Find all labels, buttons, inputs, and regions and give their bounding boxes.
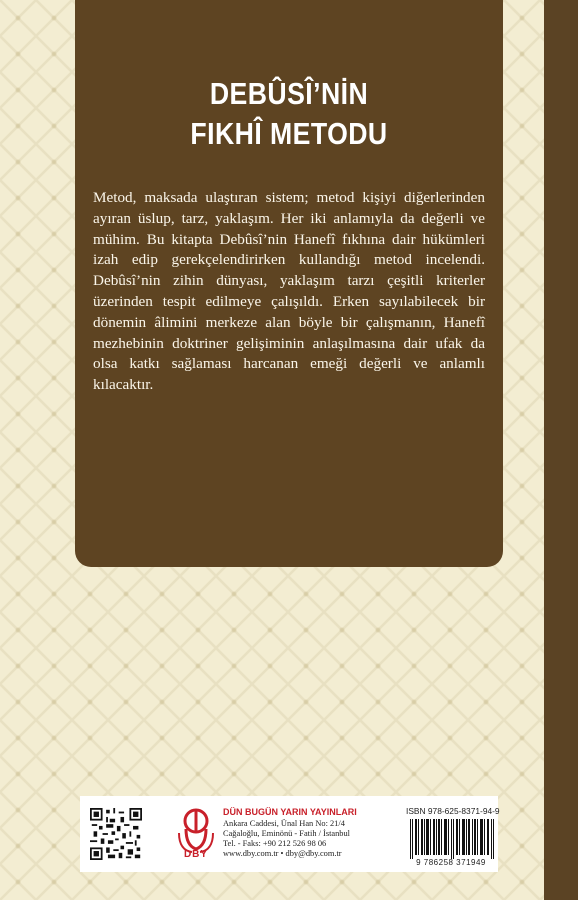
publisher-address-line-1: Ankara Caddesi, Ünal Han No: 21/4 xyxy=(223,819,345,828)
publisher-phone: Tel. - Faks: +90 212 526 98 06 xyxy=(223,839,327,848)
publisher-info xyxy=(223,807,398,859)
back-cover-edge-strip xyxy=(544,0,578,900)
qr-code-icon xyxy=(90,808,142,860)
barcode-icon xyxy=(410,819,494,859)
book-blurb: Metod, maksada ulaştıran sistem; metod kişiyi diğerlerinden ayıran üslup, tarz, yaklaşım. Her iki anlamıyla da değerli ve mühim. Bu kitapta Debûsî’nin Hanefî fıkhına dair hükümleri izah edip gerekçelendirirken kullandığı metod incelendi. Debûsî’nin zihin dünyası, yaklaşım tarzı çeşitli kriterler üzerinden tespit edilmeye çalışıldı. Erken sayılabilecek bir dönemin âlimini merkeze alan böyle bir çalışmanın, Hanefî mezhebinin doktriner gelişiminin anlaşılmasına dair ufak da olsa katkı sağlaması harcanan emeği değerli ve anlamlı kılacaktır. xyxy=(93,189,485,394)
book-title-line-2: FIKHÎ METODU xyxy=(190,116,388,151)
publisher-footer xyxy=(80,796,498,872)
barcode-number: 9 786258 371949 xyxy=(416,858,486,867)
publisher-web-email: www.dby.com.tr • dby@dby.com.tr xyxy=(223,849,342,858)
isbn-label: ISBN 978-625-8371-94-9 xyxy=(406,806,500,816)
logo-text: DBY xyxy=(183,849,209,860)
description-panel xyxy=(75,0,503,567)
publisher-name: DÜN BUGÜN YARIN YAYINLARI xyxy=(223,807,357,817)
book-title-line-1: DEBÛSÎ’NİN xyxy=(209,76,369,111)
publisher-address-line-2: Cağaloğlu, Eminönü - Fatih / İstanbul xyxy=(223,829,351,838)
